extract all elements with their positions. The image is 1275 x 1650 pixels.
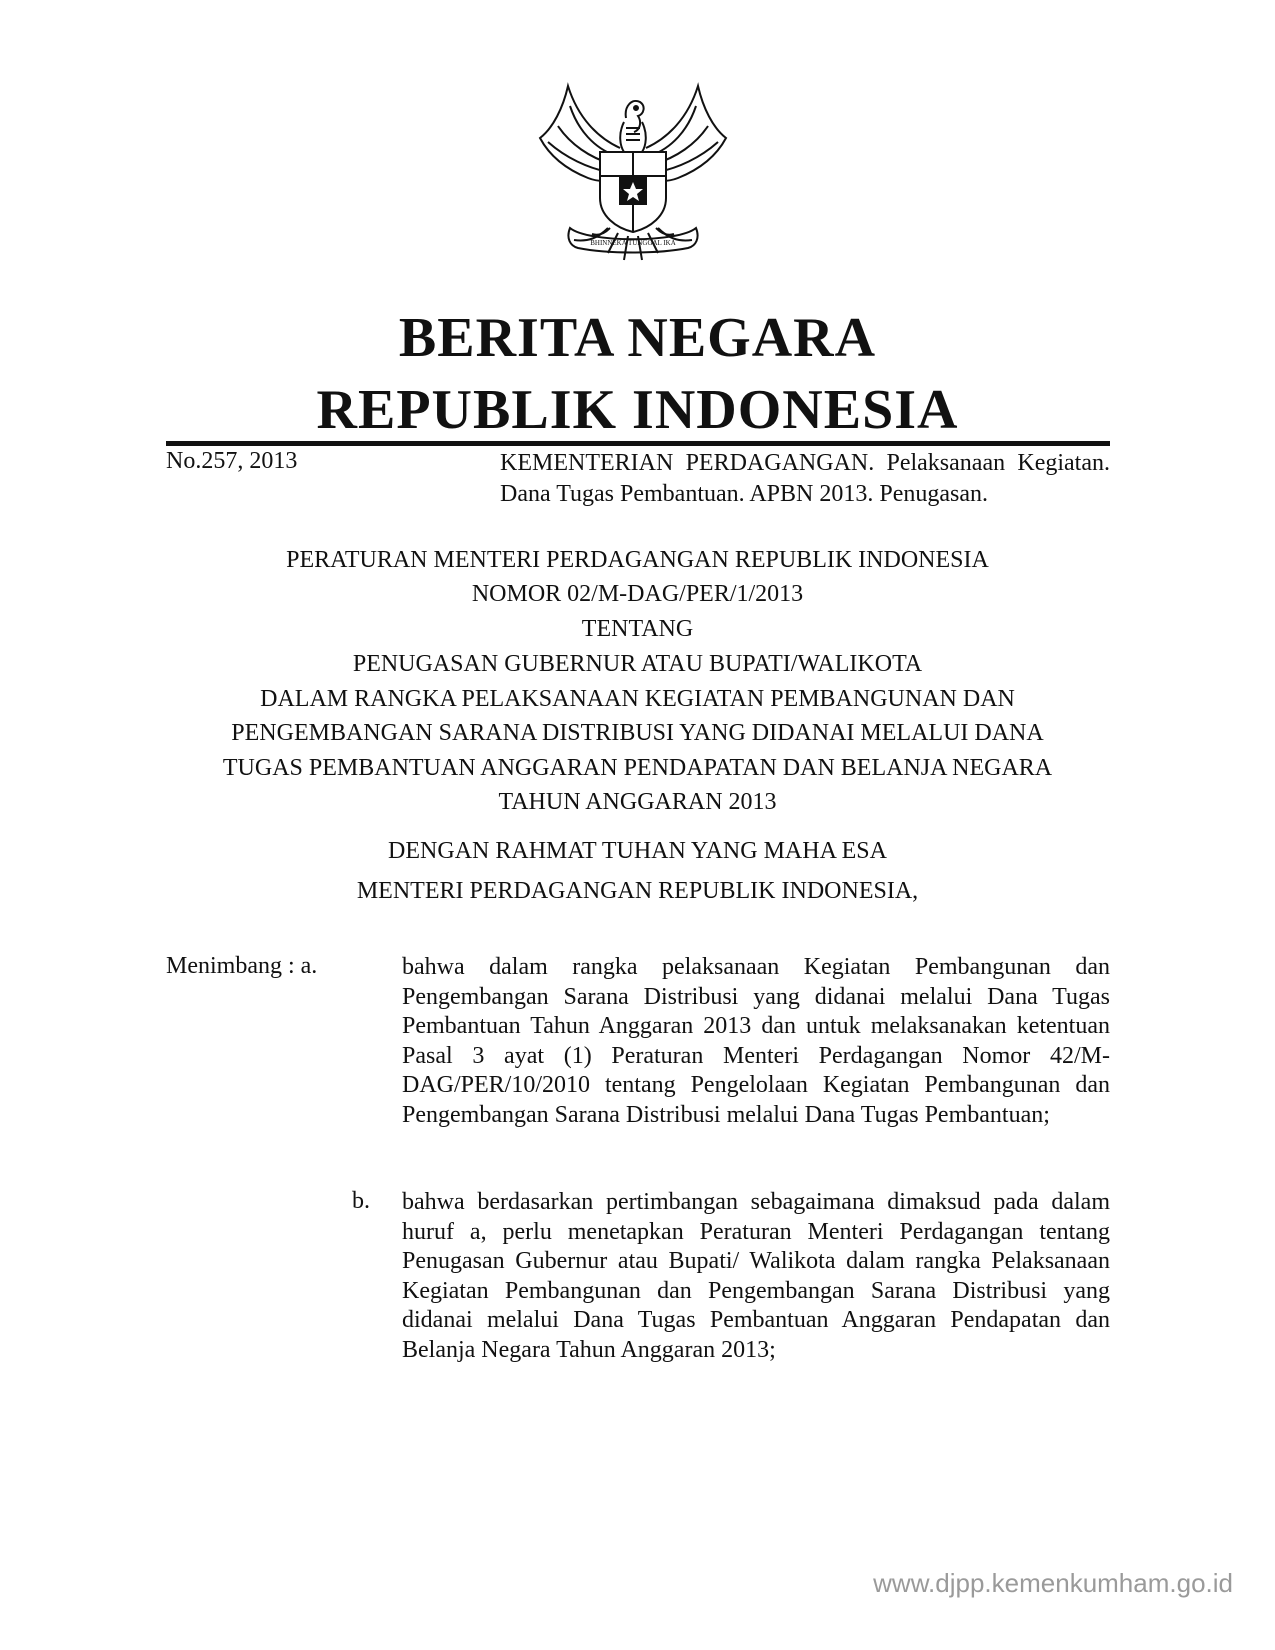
consideration-item-b: bahwa berdasarkan pertimbangan sebagaimana dimaksud pada dalam huruf a, perlu menetapkan Peraturan Menteri Perdagangan tentang Penugasan Gubernur atau Bupati/ Walikota dalam rangka Pelaksanaan Kegiatan Pembangunan dan Pengembangan Sarana Distribusi yang didanai melalui Dana Tugas Pembantuan Anggaran Pendapatan dan Belanja Negara Tahun Anggaran 2013; [402,1189,1110,1363]
regulation-heading-line: PENUGASAN GUBERNUR ATAU BUPATI/WALIKOTA [352,651,923,677]
title-divider [166,441,1110,446]
watermark-url: www.djpp.kemenkumham.go.id [873,1568,1233,1598]
minister-line: MENTERI PERDAGANGAN REPUBLIK INDONESIA, [356,878,919,904]
preamble-line: DENGAN RAHMAT TUHAN YANG MAHA ESA [388,838,887,864]
document-title-line2: REPUBLIK INDONESIA [316,379,959,441]
garuda-emblem [528,78,738,278]
regulation-heading-line: TENTANG [581,616,694,642]
document-title-line1: BERITA NEGARA [398,307,877,369]
menimbang-label: Menimbang : a. [166,953,318,979]
svg-text:BHINNEKA TUNGGAL IKA: BHINNEKA TUNGGAL IKA [590,239,676,247]
consideration-item-a: bahwa dalam rangka pelaksanaan Kegiatan Pembangunan dan Pengembangan Sarana Distribusi yang didanai melalui Dana Tugas Pembantuan Tahun Anggaran 2013 dan untuk melaksanakan ketentuan Pasal 3 ayat (1) Peraturan Menteri Perdagangan Nomor 42/M-DAG/PER/10/2010 tentang Pengelolaan Kegiatan Pembangunan dan Pengembangan Sarana Distribusi melalui Dana Tugas Pembantuan; [402,954,1110,1128]
consideration-letter-b: b. [352,1188,370,1214]
regulation-heading-line: PERATURAN MENTERI PERDAGANGAN REPUBLIK INDONESIA [286,547,989,573]
regulation-heading-line: PENGEMBANGAN SARANA DISTRIBUSI YANG DIDANAI MELALUI DANA [231,720,1044,746]
regulation-heading-line: TUGAS PEMBANTUAN ANGGARAN PENDAPATAN DAN BELANJA NEGARA [222,755,1053,781]
gazette-number: No.257, 2013 [166,448,298,474]
gazette-description: KEMENTERIAN PERDAGANGAN. Pelaksanaan Kegiatan. Dana Tugas Pembantuan. APBN 2013. Penugasan. [500,450,1110,507]
regulation-heading-line: DALAM RANGKA PELAKSANAAN KEGIATAN PEMBANGUNAN DAN [260,686,1015,712]
regulation-heading-line: NOMOR 02/M-DAG/PER/1/2013 [471,581,804,607]
regulation-heading-line: TAHUN ANGGARAN 2013 [498,789,777,815]
